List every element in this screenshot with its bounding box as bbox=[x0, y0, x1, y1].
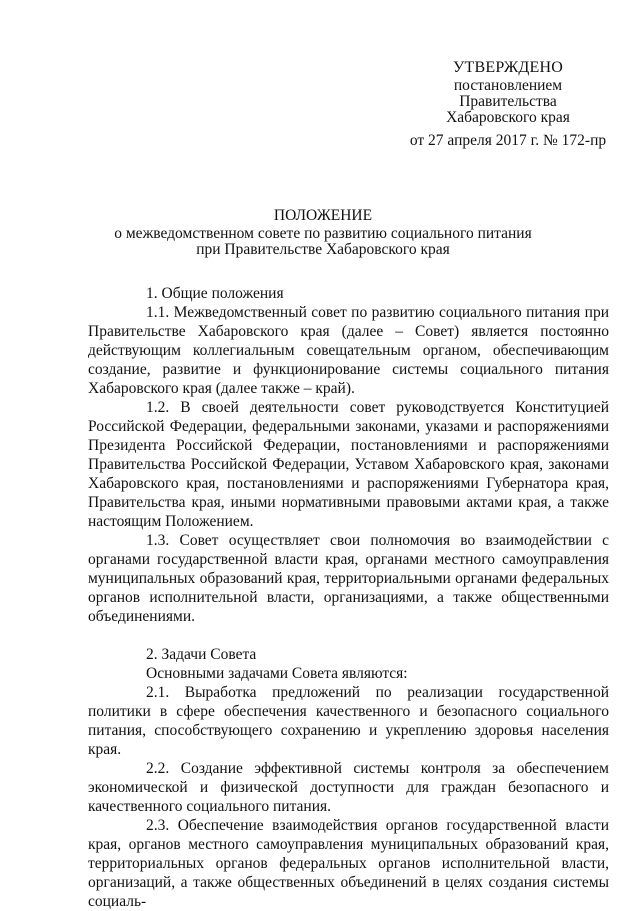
section-2-heading: 2. Задачи Совета bbox=[146, 646, 257, 663]
approval-date: от 27 апреля 2017 г. № 172-пр bbox=[409, 132, 607, 149]
subtitle-line-1: о межведомственном совете по развитию социального питания bbox=[114, 225, 532, 242]
document-subtitle bbox=[88, 226, 558, 258]
document-body bbox=[88, 284, 609, 911]
section-spacer bbox=[88, 626, 609, 645]
approval-stamp-block bbox=[398, 58, 618, 150]
paragraph-2-2: 2.2. Создание эффективной системы контроля за обеспечением экономической и физической доступности для граждан безопасного и качественного социального питания. bbox=[88, 760, 609, 815]
approval-line-2: Правительства bbox=[459, 93, 557, 110]
subtitle-line-2: при Правительстве Хабаровского края bbox=[196, 241, 450, 258]
paragraph-1-2: 1.2. В своей деятельности совет руководствуется Конституцией Российской Федерации, федеральными законами, указами и распоряжениями Президента Российской Федерации, постановлениями и распоряжениями Правительства Российской Федерации, Уставом Хабаровского края, законами Хабаровского края, постановлениями и распоряжениями Губернатора края, Правительства края, иными нормативными правовыми актами края, а также настоящим Положением. bbox=[88, 399, 609, 530]
paragraph-1-1: 1.1. Межведомственный совет по развитию социального питания при Правительстве Хабаровского края (далее – Совет) является постоянно действующим коллегиальным совещательным органом, обеспечивающим создание, развитие и функционирование системы социального питания Хабаровского края (далее также – край). bbox=[88, 304, 609, 397]
section-1-heading: 1. Общие положения bbox=[146, 285, 284, 302]
approval-stamp: УТВЕРЖДЕНО bbox=[452, 59, 563, 76]
paragraph-2-3: 2.3. Обеспечение взаимодействия органов государственной власти края, органов местного самоуправления муниципальных образований края, территориальных органов федеральных органов исполнительной власти, организаций, а также общественных объединений в целях создания системы социаль- bbox=[88, 817, 609, 910]
document-title: ПОЛОЖЕНИЕ bbox=[273, 207, 373, 224]
approval-line-1: постановлением bbox=[453, 77, 563, 94]
section-2-intro: Основными задачами Совета являются: bbox=[146, 665, 408, 682]
paragraph-1-3: 1.3. Совет осуществляет свои полномочия во взаимодействии с органами государственной власти края, органами местного самоуправления муниципальных образований края, территориальными органами федеральных органов исполнительной власти, организациями, а также общественными объединениями. bbox=[88, 532, 609, 625]
paragraph-2-1: 2.1. Выработка предложений по реализации государственной политики в сфере обеспечения качественного и безопасного социального питания, способствующего сохранению и укреплению здоровья населения края. bbox=[88, 684, 609, 758]
approval-line-3: Хабаровского края bbox=[446, 109, 570, 126]
